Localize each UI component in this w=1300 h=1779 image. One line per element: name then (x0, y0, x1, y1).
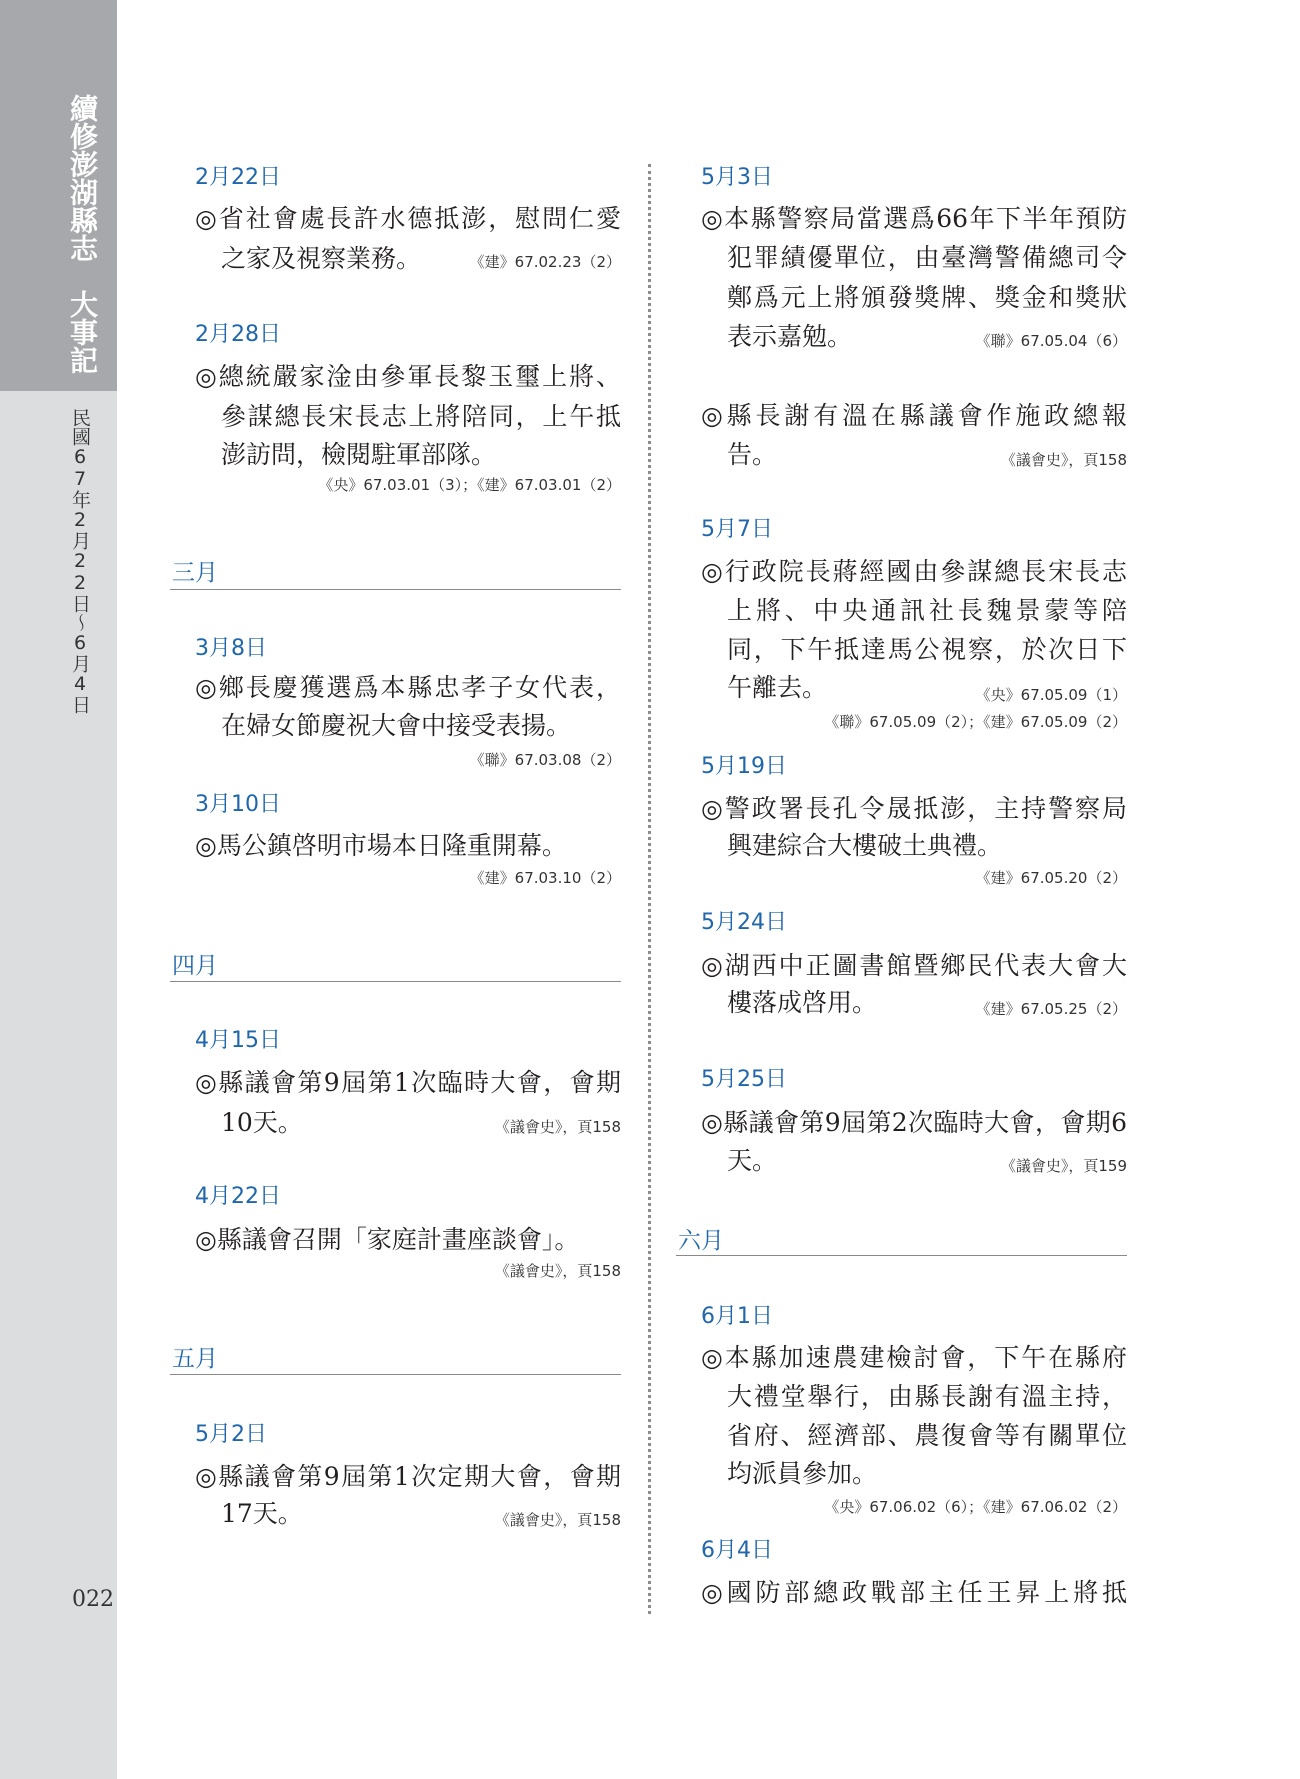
event-text-line: 均派員參加。 (727, 1459, 878, 1488)
event-date: 5月19日 (701, 754, 787, 779)
month-heading: 五月 (172, 1346, 218, 1372)
source-citation: 《聯》67.03.08（2） (469, 751, 621, 769)
event-text-line: 興建綜合大樓破土典禮。 (727, 831, 1003, 860)
month-heading: 六月 (678, 1228, 724, 1254)
source-citation: 《建》67.05.20（2） (975, 869, 1127, 887)
event-text-line: 犯罪績優單位，由臺灣警備總司令 (727, 243, 1127, 272)
event-text-line: ◎鄉長慶獲選爲本縣忠孝子女代表， (195, 673, 621, 702)
event-text-line: 天。 (727, 1146, 778, 1175)
event-text-line: 上將、中央通訊社長魏景蒙等陪 (727, 596, 1127, 625)
event-text-line: 告。 (727, 440, 778, 469)
event-text-line: ◎縣議會第9屆第2次臨時大會，會期6 (701, 1108, 1127, 1137)
event-date: 5月7日 (701, 517, 773, 542)
event-text-line: 參謀總長宋長志上將陪同，上午抵 (221, 402, 621, 431)
source-citation: 《議會史》，頁158 (1000, 451, 1127, 469)
event-text-line: 澎訪問，檢閱駐軍部隊。 (221, 440, 497, 469)
event-text-line: 樓落成啓用。 (727, 988, 878, 1017)
event-text-line: ◎省社會處長許水德抵澎，慰問仁愛 (195, 204, 621, 233)
source-citation: 《聯》67.05.09（2）；《建》67.05.09（2） (824, 713, 1127, 731)
event-text-line: 午離去。 (727, 673, 828, 702)
event-date: 5月3日 (701, 165, 773, 190)
page-number: 022 (72, 1587, 114, 1612)
source-citation: 《央》67.03.01（3）；《建》67.03.01（2） (318, 476, 621, 494)
event-date: 2月28日 (195, 322, 281, 347)
event-text-line: 表示嘉勉。 (727, 322, 853, 351)
event-text-line: ◎縣長謝有溫在縣議會作施政總報 (701, 401, 1127, 430)
event-text-line: 在婦女節慶祝大會中接受表揚。 (221, 711, 572, 740)
event-date: 6月4日 (701, 1538, 773, 1563)
source-citation: 《央》67.06.02（6）；《建》67.06.02（2） (824, 1498, 1127, 1516)
event-date: 2月22日 (195, 165, 281, 190)
source-citation: 《聯》67.05.04（6） (975, 332, 1127, 350)
source-citation: 《議會史》，頁158 (494, 1262, 621, 1280)
month-heading-rule (170, 1374, 621, 1375)
event-text-line: ◎縣議會召開「家庭計畫座談會」。 (195, 1225, 580, 1254)
month-heading: 四月 (172, 953, 218, 979)
source-citation: 《議會史》，頁159 (1000, 1157, 1127, 1175)
event-text-line: ◎縣議會第9屆第1次定期大會，會期 (195, 1462, 621, 1491)
source-citation: 《建》67.05.25（2） (975, 1000, 1127, 1018)
event-text-line: ◎總統嚴家淦由參軍長黎玉璽上將、 (195, 362, 621, 391)
event-text-line: ◎縣議會第9屆第1次臨時大會，會期 (195, 1068, 621, 1097)
event-text-line: 大禮堂舉行，由縣長謝有溫主持， (727, 1382, 1127, 1411)
source-citation: 《議會史》，頁158 (494, 1511, 621, 1529)
event-text-line: ◎馬公鎮啓明市場本日隆重開幕。 (195, 831, 567, 860)
sidebar-title-band (0, 0, 117, 391)
event-text-line: 10天。 (221, 1108, 303, 1137)
book-title: 續修澎湖縣志 大事記 (66, 94, 99, 374)
month-heading-rule (170, 589, 621, 590)
event-text-line: 17天。 (221, 1499, 303, 1528)
event-text-line: ◎本縣加速農建檢討會，下午在縣府 (701, 1343, 1127, 1372)
event-text-line: ◎行政院長蔣經國由參謀總長宋長志 (701, 557, 1127, 586)
event-text-line: ◎國防部總政戰部主任王昇上將抵 (701, 1578, 1127, 1607)
event-date: 4月15日 (195, 1028, 281, 1053)
event-text-line: 同，下午抵達馬公視察，於次日下 (727, 635, 1127, 664)
event-date: 6月1日 (701, 1304, 773, 1329)
event-date: 3月8日 (195, 636, 267, 661)
event-text-line: 之家及視察業務。 (221, 244, 422, 273)
source-citation: 《建》67.02.23（2） (469, 253, 621, 271)
event-text-line: ◎警政署長孔令晟抵澎，主持警察局 (701, 794, 1127, 823)
source-citation: 《建》67.03.10（2） (469, 869, 621, 887)
column-divider (648, 164, 651, 1614)
month-heading-rule (170, 981, 621, 982)
event-text-line: ◎本縣警察局當選爲66年下半年預防 (701, 204, 1127, 233)
event-date: 5月24日 (701, 910, 787, 935)
date-range: 民國67年2月22日～6月4日 (69, 408, 91, 714)
sidebar-band (0, 391, 117, 1779)
month-heading: 三月 (172, 560, 218, 586)
event-text-line: 鄭爲元上將頒發獎牌、獎金和獎狀 (727, 283, 1127, 312)
event-date: 4月22日 (195, 1184, 281, 1209)
event-date: 5月25日 (701, 1067, 787, 1092)
source-citation: 《央》67.05.09（1） (975, 686, 1127, 704)
event-date: 3月10日 (195, 792, 281, 817)
source-citation: 《議會史》，頁158 (494, 1118, 621, 1136)
event-text-line: ◎湖西中正圖書館暨鄉民代表大會大 (701, 951, 1127, 980)
month-heading-rule (676, 1255, 1127, 1256)
event-text-line: 省府、經濟部、農復會等有關單位 (727, 1421, 1127, 1450)
event-date: 5月2日 (195, 1422, 267, 1447)
